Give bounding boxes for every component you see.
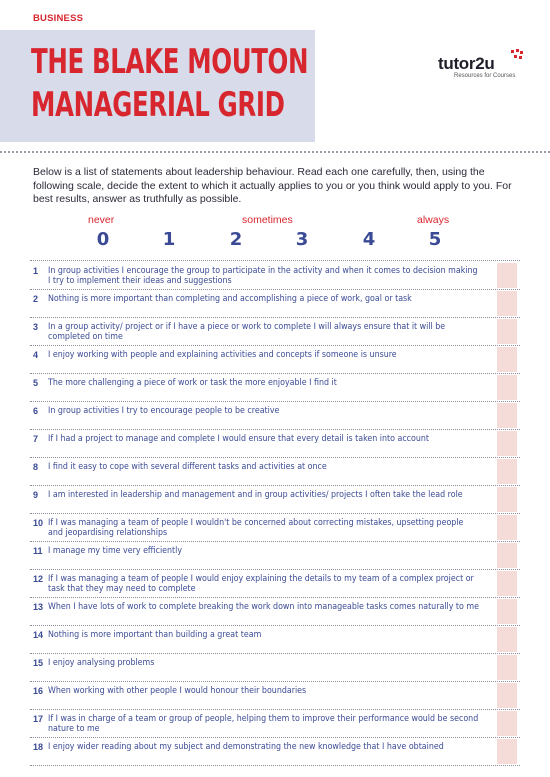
statement-row — [0, 402, 550, 430]
intro-paragraph: Below is a list of statements about leadership behaviour. Read each one carefully, then, using the following scale, decide the extent to which it actually applies to you or you think would apply to you. For best results, answer as truthfully as possible. — [33, 166, 512, 205]
statement-text: In group activities I encourage the group to participate in the activity and when it comes to decision making I try to implement their ideas and suggestions — [48, 266, 478, 286]
statement-text: If I was managing a team of people I would enjoy explaining the details to my team of a complex project or task that they may need to complete — [48, 574, 474, 594]
statement-row — [0, 318, 550, 346]
statement-text: Nothing is more important than completing and accomplishing a piece of work, goal or task — [48, 294, 412, 304]
statement-text: If I was in charge of a team or group of people, helping them to improve their performance would be second nature to me — [48, 714, 479, 734]
page-title-line-2: MANAGERIAL GRID — [31, 85, 285, 125]
statement-text: I find it easy to cope with several different tasks and activities at once — [48, 462, 327, 472]
statement-number: 2 — [33, 294, 39, 304]
statement-number: 3 — [33, 322, 39, 332]
statement-number: 11 — [33, 546, 43, 556]
answer-box[interactable] — [497, 403, 517, 428]
list-top-rule — [30, 260, 520, 261]
answer-box[interactable] — [497, 739, 517, 764]
brand-mark-icon — [510, 49, 524, 61]
statement-row — [0, 458, 550, 486]
statement-row — [0, 710, 550, 738]
statement-number: 5 — [33, 378, 39, 388]
answer-box[interactable] — [497, 571, 517, 596]
answer-box[interactable] — [497, 375, 517, 400]
statement-number: 4 — [33, 350, 39, 360]
statement-text: I enjoy working with people and explaining activities and concepts if someone is unsure — [48, 350, 397, 360]
statement-number: 10 — [33, 518, 44, 528]
statement-number: 12 — [33, 574, 44, 584]
statement-number: 16 — [33, 686, 44, 696]
statement-row — [0, 570, 550, 598]
statement-row — [0, 262, 550, 290]
answer-box[interactable] — [497, 683, 517, 708]
statement-number: 8 — [33, 462, 39, 472]
answer-box[interactable] — [497, 347, 517, 372]
answer-box[interactable] — [497, 263, 517, 288]
brand-name: tutor2u — [438, 54, 495, 73]
scale-number-3: 3 — [295, 229, 309, 250]
answer-box[interactable] — [497, 487, 517, 512]
statement-row — [0, 346, 550, 374]
scale-number-4: 4 — [362, 229, 376, 250]
statement-number: 15 — [33, 658, 44, 668]
statement-row — [0, 598, 550, 626]
statement-text: I am interested in leadership and management and in group activities/ projects I often take the lead role — [48, 490, 463, 500]
statement-number: 18 — [33, 742, 44, 752]
statement-number: 6 — [33, 406, 39, 416]
scale-number-1: 1 — [162, 229, 176, 250]
statement-number: 7 — [33, 434, 39, 444]
statement-text: When I have lots of work to complete breaking the work down into manageable tasks comes naturally to me — [48, 602, 479, 612]
statement-row — [0, 626, 550, 654]
statement-number: 14 — [33, 630, 44, 640]
page-title-line-1: THE BLAKE MOUTON — [31, 42, 309, 82]
scale-label-sometimes: sometimes — [242, 214, 293, 226]
answer-box[interactable] — [497, 627, 517, 652]
answer-box[interactable] — [497, 711, 517, 736]
statement-row — [0, 542, 550, 570]
answer-box[interactable] — [497, 543, 517, 568]
statement-row — [0, 514, 550, 542]
statement-text: In a group activity/ project or if I have a piece or work to complete I will always ensure that it will be completed on time — [48, 322, 446, 342]
answer-box[interactable] — [497, 599, 517, 624]
answer-box[interactable] — [497, 319, 517, 344]
section-divider — [0, 151, 550, 153]
answer-box[interactable] — [497, 459, 517, 484]
statement-number: 13 — [33, 602, 44, 612]
statement-text: I enjoy wider reading about my subject and demonstrating the new knowledge that I have obtained — [48, 742, 444, 752]
scale-number-2: 2 — [229, 229, 243, 250]
statement-row — [0, 654, 550, 682]
statement-number: 1 — [33, 266, 39, 276]
statement-text: The more challenging a piece of work or task the more enjoyable I find it — [48, 378, 337, 388]
category-label: BUSINESS — [33, 13, 84, 24]
statement-text: When working with other people I would honour their boundaries — [48, 686, 307, 696]
statement-row — [0, 290, 550, 318]
scale-label-never: never — [88, 214, 115, 226]
statement-text: If I was managing a team of people I wouldn't be concerned about correcting mistakes, upsetting people and jeopardising relationships — [48, 518, 464, 538]
statement-row — [0, 374, 550, 402]
statement-text: In group activities I try to encourage people to be creative — [48, 406, 280, 416]
answer-box[interactable] — [497, 655, 517, 680]
answer-box[interactable] — [497, 431, 517, 456]
statement-row — [0, 430, 550, 458]
scale-label-always: always — [417, 214, 450, 226]
statement-row — [0, 486, 550, 514]
statement-row — [0, 738, 550, 766]
answer-box[interactable] — [497, 291, 517, 316]
scale-number-5: 5 — [428, 229, 442, 250]
brand-tagline: Resources for Courses — [454, 73, 516, 79]
statement-row — [0, 682, 550, 710]
answer-box[interactable] — [497, 515, 517, 540]
statement-text: I enjoy analysing problems — [48, 658, 155, 668]
brand-logo — [438, 54, 528, 84]
statement-number: 9 — [33, 490, 39, 500]
scale-number-0: 0 — [96, 229, 110, 250]
statement-number: 17 — [33, 714, 44, 724]
statement-text: I manage my time very efficiently — [48, 546, 183, 556]
statement-text: If I had a project to manage and complete I would ensure that every detail is taken into account — [48, 434, 430, 444]
statement-text: Nothing is more important than building a great team — [48, 630, 262, 640]
